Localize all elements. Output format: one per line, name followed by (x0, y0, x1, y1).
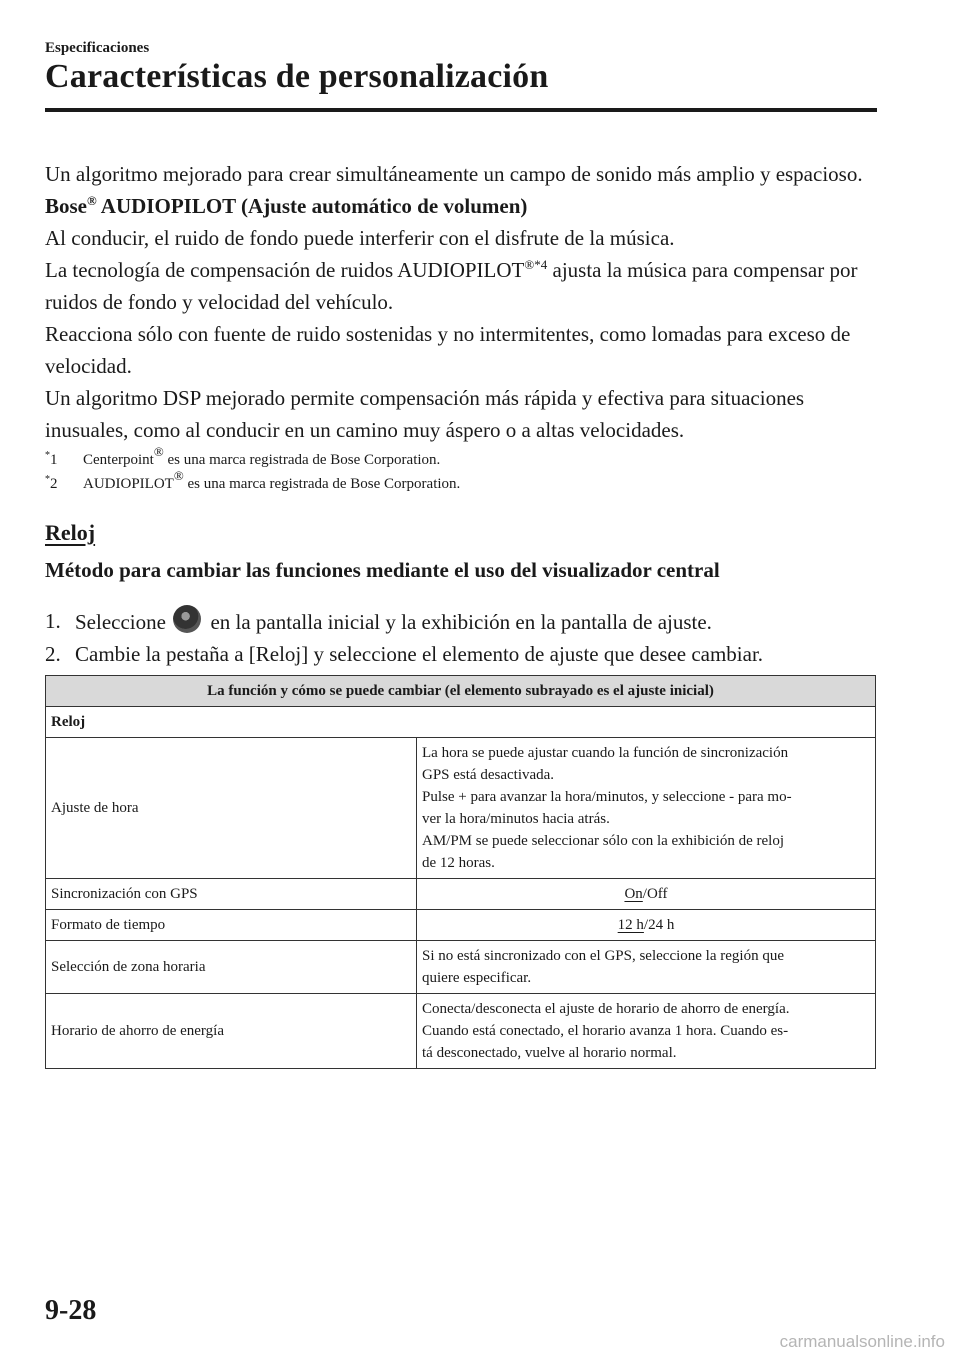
table-row (46, 941, 876, 994)
step-1: 1. Seleccione en la pantalla inicial y la exhibición en la pantalla de ajuste. (45, 605, 877, 638)
steps-list (45, 605, 877, 670)
body-text (45, 158, 877, 496)
paragraph-sustained: Reacciona sólo con fuente de ruido sostenidas y no intermitentes, como lomadas para exceso de velocidad. (45, 322, 851, 378)
table-row (46, 738, 876, 879)
audiopilot-heading: Bose® AUDIOPILOT (Ajuste automático de volumen) (45, 193, 528, 218)
page-title: Características de personalización (45, 58, 549, 95)
step-2: 2. Cambie la pestaña a [Reloj] y seleccione el elemento de ajuste que desee cambiar. (45, 642, 764, 666)
paragraph-dsp: Un algoritmo DSP mejorado permite compensación más rápida y efectiva para situaciones inusuales, como al conducir en un camino muy áspero o a altas velocidades. (45, 386, 805, 442)
section-label: Especificaciones (45, 40, 150, 56)
table-row (46, 910, 876, 941)
paragraph-intro: Un algoritmo mejorado para crear simultáneamente un campo de sonido más amplio y espacioso. (45, 162, 863, 186)
title-rule (45, 108, 877, 112)
row-options: 12 h/24 h (417, 910, 876, 941)
method-heading: Método para cambiar las funciones mediante el uso del visualizador central (45, 558, 720, 582)
row-name: Ajuste de hora (46, 738, 417, 879)
table-header: La función y cómo se puede cambiar (el elemento subrayado es el ajuste inicial) (46, 676, 876, 707)
reloj-heading: Reloj (45, 520, 96, 545)
settings-table (45, 675, 876, 1069)
settings-icon (173, 605, 201, 633)
row-description: La hora se puede ajustar cuando la función de sincronización GPS está desactivada. Pulse + para avanzar la hora/minutos, y seleccione - para mo- ver la hora/minutos hacia atrás. AM/PM se puede seleccionar sólo con la exhibición de reloj de 12 horas. (417, 738, 876, 879)
row-name: Selección de zona horaria (46, 941, 417, 994)
row-name: Formato de tiempo (46, 910, 417, 941)
page-number: 9-28 (45, 1295, 97, 1326)
row-name: Sincronización con GPS (46, 879, 417, 910)
footnote-1: *1 Centerpoint® es una marca registrada de Bose Corporation. (45, 444, 441, 468)
table-row (46, 879, 876, 910)
footnote-2: *2 AUDIOPILOT® es una marca registrada de Bose Corporation. (45, 468, 461, 492)
row-description: Si no está sincronizado con el GPS, seleccione la región que quiere especificar. (417, 941, 876, 994)
row-options: On/Off (417, 879, 876, 910)
watermark: carmanualsonline.info (779, 1332, 945, 1351)
table-group: Reloj (46, 707, 876, 738)
row-name: Horario de ahorro de energía (46, 994, 417, 1069)
table-row (46, 994, 876, 1069)
row-description: Conecta/desconecta el ajuste de horario de ahorro de energía. Cuando está conectado, el horario avanza 1 hora. Cuando es- tá desconectado, vuelve al horario normal. (417, 994, 876, 1069)
paragraph-compensation: La tecnología de compensación de ruidos $AUDIOPILOT^{®*4}$ ajusta la música para compensar por ruidos de fondo y velocidad del vehículo. (45, 257, 858, 314)
paragraph-noise: Al conducir, el ruido de fondo puede interferir con el disfrute de la música. (45, 226, 675, 250)
